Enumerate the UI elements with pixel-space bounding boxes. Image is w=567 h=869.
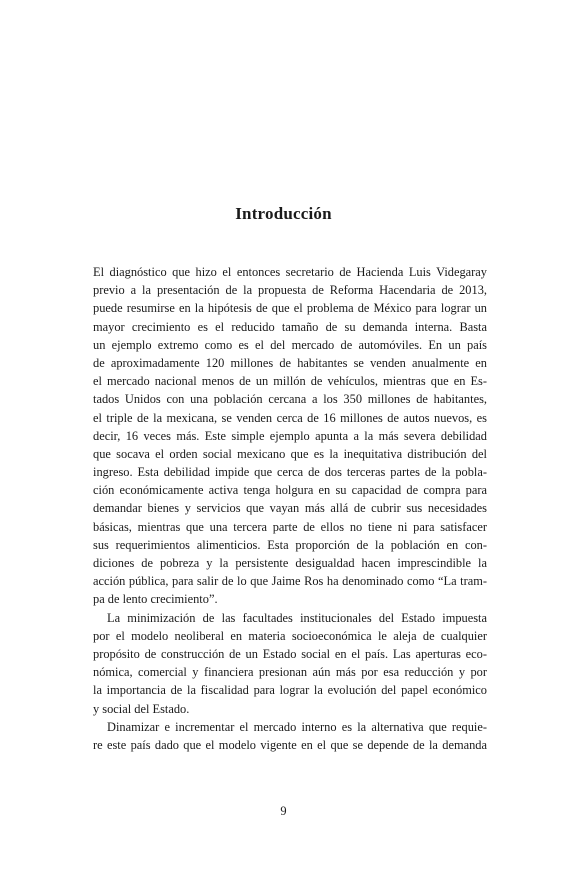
text-line: acción pública, para salir de lo que Jaime Ros ha denominado como “La tram- <box>93 574 487 589</box>
text-line: que socava el orden social mexicano que es la inequitativa distribución del <box>93 446 487 461</box>
text-line: y social del Estado. <box>93 701 190 716</box>
text-line: por el modelo neoliberal en materia socioeconómica le aleja de cualquier <box>93 628 487 643</box>
text-line: un ejemplo extremo como es el del mercado de automóviles. En un país <box>93 337 487 352</box>
text-line: pa de lento crecimiento”. <box>93 592 218 607</box>
text-line: propósito de construcción de un Estado social en el país. Las aperturas eco- <box>93 646 487 661</box>
text-line: diciones de pobreza y la persistente desigualdad hacen imprescindible la <box>93 556 487 570</box>
text-line: de aproximadamente 120 millones de habitantes se venden anualmente en <box>93 355 487 370</box>
page-number: 9 <box>280 804 287 818</box>
text-line: el mercado nacional menos de un millón de vehículos, mientras que en Es- <box>93 374 487 389</box>
text-line: ingreso. Esta debilidad impide que cerca de dos terceras partes de la pobla- <box>93 465 487 480</box>
text-line: mayor crecimiento es el reducido tamaño de su demanda interna. Basta <box>93 319 487 334</box>
text-line: previo a la presentación de la propuesta de Reforma Hacendaria de 2013, <box>93 283 487 298</box>
text-line: la importancia de la fiscalidad para lograr la evolución del papel económico <box>93 683 487 698</box>
text-line: el triple de la mexicana, se venden cerca de 16 millones de autos nuevos, es <box>93 410 487 425</box>
body-text <box>93 263 487 754</box>
text-line: La minimización de las facultades institucionales del Estado impuesta <box>107 610 487 625</box>
text-line: tados Unidos con una población cercana a los 350 millones de habitantes, <box>93 392 487 407</box>
text-line: nómica, comercial y financiera presionan aún más por esa reducción y por <box>93 665 487 680</box>
text-line: sus requerimientos alimenticios. Esta proporción de la población en con- <box>93 537 487 552</box>
text-line: puede resumirse en la hipótesis de que el problema de México para lograr un <box>93 301 487 316</box>
text-line: Dinamizar e incrementar el mercado interno es la alternativa que requie- <box>107 719 487 734</box>
text-line: demandar bienes y servicios que vayan más allá de cubrir sus necesidades <box>93 501 487 516</box>
text-line: re este país dado que el modelo vigente en el que se depende de la demanda <box>93 737 487 752</box>
chapter-title: Introducción <box>235 204 332 223</box>
text-line: ción económicamente activa tenga holgura en su capacidad de compra para <box>93 483 487 498</box>
text-line: decir, 16 veces más. Este simple ejemplo apunta a la más severa debilidad <box>93 428 487 443</box>
text-line: básicas, mientras que una tercera parte de ellos no tiene ni para satisfacer <box>93 519 487 534</box>
text-line: El diagnóstico que hizo el entonces secretario de Hacienda Luis Videgaray <box>93 265 487 279</box>
